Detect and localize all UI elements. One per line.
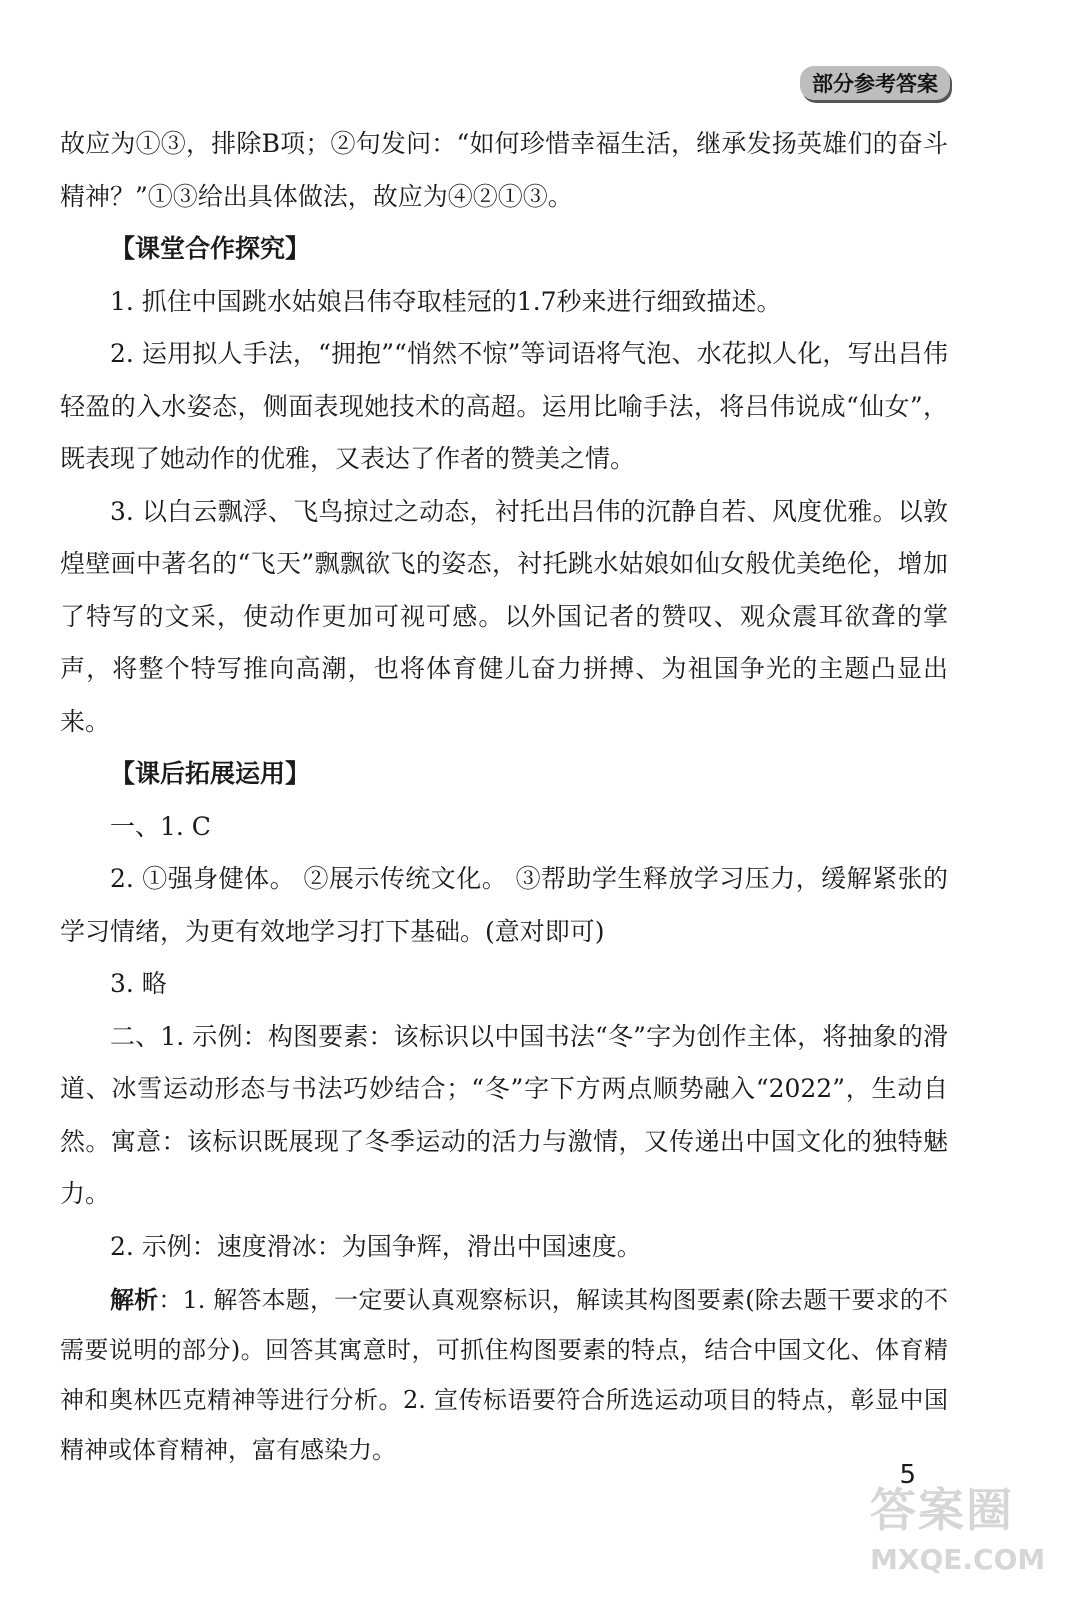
extension-item-1: 一、1. C: [110, 811, 211, 841]
section-badge: 部分参考答案: [800, 66, 950, 100]
watermark-logo: [870, 1475, 1046, 1585]
page-number: 5: [899, 1460, 916, 1490]
section-heading-classroom: 【课堂合作探究】: [110, 234, 311, 263]
answer-item-2: 2. 运用拟人手法，“拥抱”“悄然不惊”等词语将气泡、水花拟人化，写出吕伟轻盈的入水姿态，侧面表现她技术的高超。运用比喻手法，将吕伟说成“仙女”，既表现了她动作的优雅，又表达了作者的赞美之情。: [60, 339, 948, 473]
paragraph-continuation: 故应为①③，排除B项；②句发问：“如何珍惜幸福生活，继承发扬英雄们的奋斗精神？”①③给出具体做法，故应为④②①③。: [60, 129, 948, 211]
answer-item-3: 3. 以白云飘浮、飞鸟掠过之动态，衬托出吕伟的沉静自若、风度优雅。以敦煌壁画中著名的“飞天”飘飘欲飞的姿态，衬托跳水姑娘如仙女般优美绝伦，增加了特写的文采，使动作更加可视可感。以外国记者的赞叹、观众震耳欲聋的掌声，将整个特写推向高潮，也将体育健儿奋力拼搏、为祖国争光的主题凸显出来。: [60, 496, 948, 736]
extension-item-2: 2. ①强身健体。 ②展示传统文化。 ③帮助学生释放学习压力，缓解紧张的学习情绪，为更有效地学习打下基础。(意对即可): [60, 864, 948, 946]
analysis-text: ：1. 解答本题，一定要认真观察标识，解读其构图要素(除去题干要求的不需要说明的部分)。回答其寓意时，可抓住构图要素的特点，结合中国文化、体育精神和奥林匹克精神等进行分析。2. 宣传标语要符合所选运动项目的特点，彰显中国精神或体育精神，富有感染力。: [60, 1286, 948, 1464]
analysis-label: 解析: [110, 1285, 159, 1314]
answer-content: [60, 118, 948, 1475]
watermark-logo-text: 答案圈: [870, 1483, 1014, 1537]
extension-item-3: 3. 略: [110, 969, 167, 998]
analysis-paragraph: [60, 1275, 948, 1475]
extension-item-4: 二、1. 示例：构图要素：该标识以中国书法“冬”字为创作主体，将抽象的滑道、冰雪运动形态与书法巧妙结合；“冬”字下方两点顺势融入“2022”，生动自然。寓意：该标识既展现了冬季运动的活力与激情，又传递出中国文化的独特魅力。: [60, 1021, 948, 1208]
section-heading-extension: 【课后拓展运用】: [110, 759, 311, 788]
answer-item-1: 1. 抓住中国跳水姑娘吕伟夺取桂冠的1.7秒来进行细致描述。: [110, 286, 782, 316]
extension-item-5: 2. 示例：速度滑冰：为国争辉，滑出中国速度。: [110, 1231, 642, 1261]
watermark-url: MXQE.COM: [870, 1543, 1046, 1576]
